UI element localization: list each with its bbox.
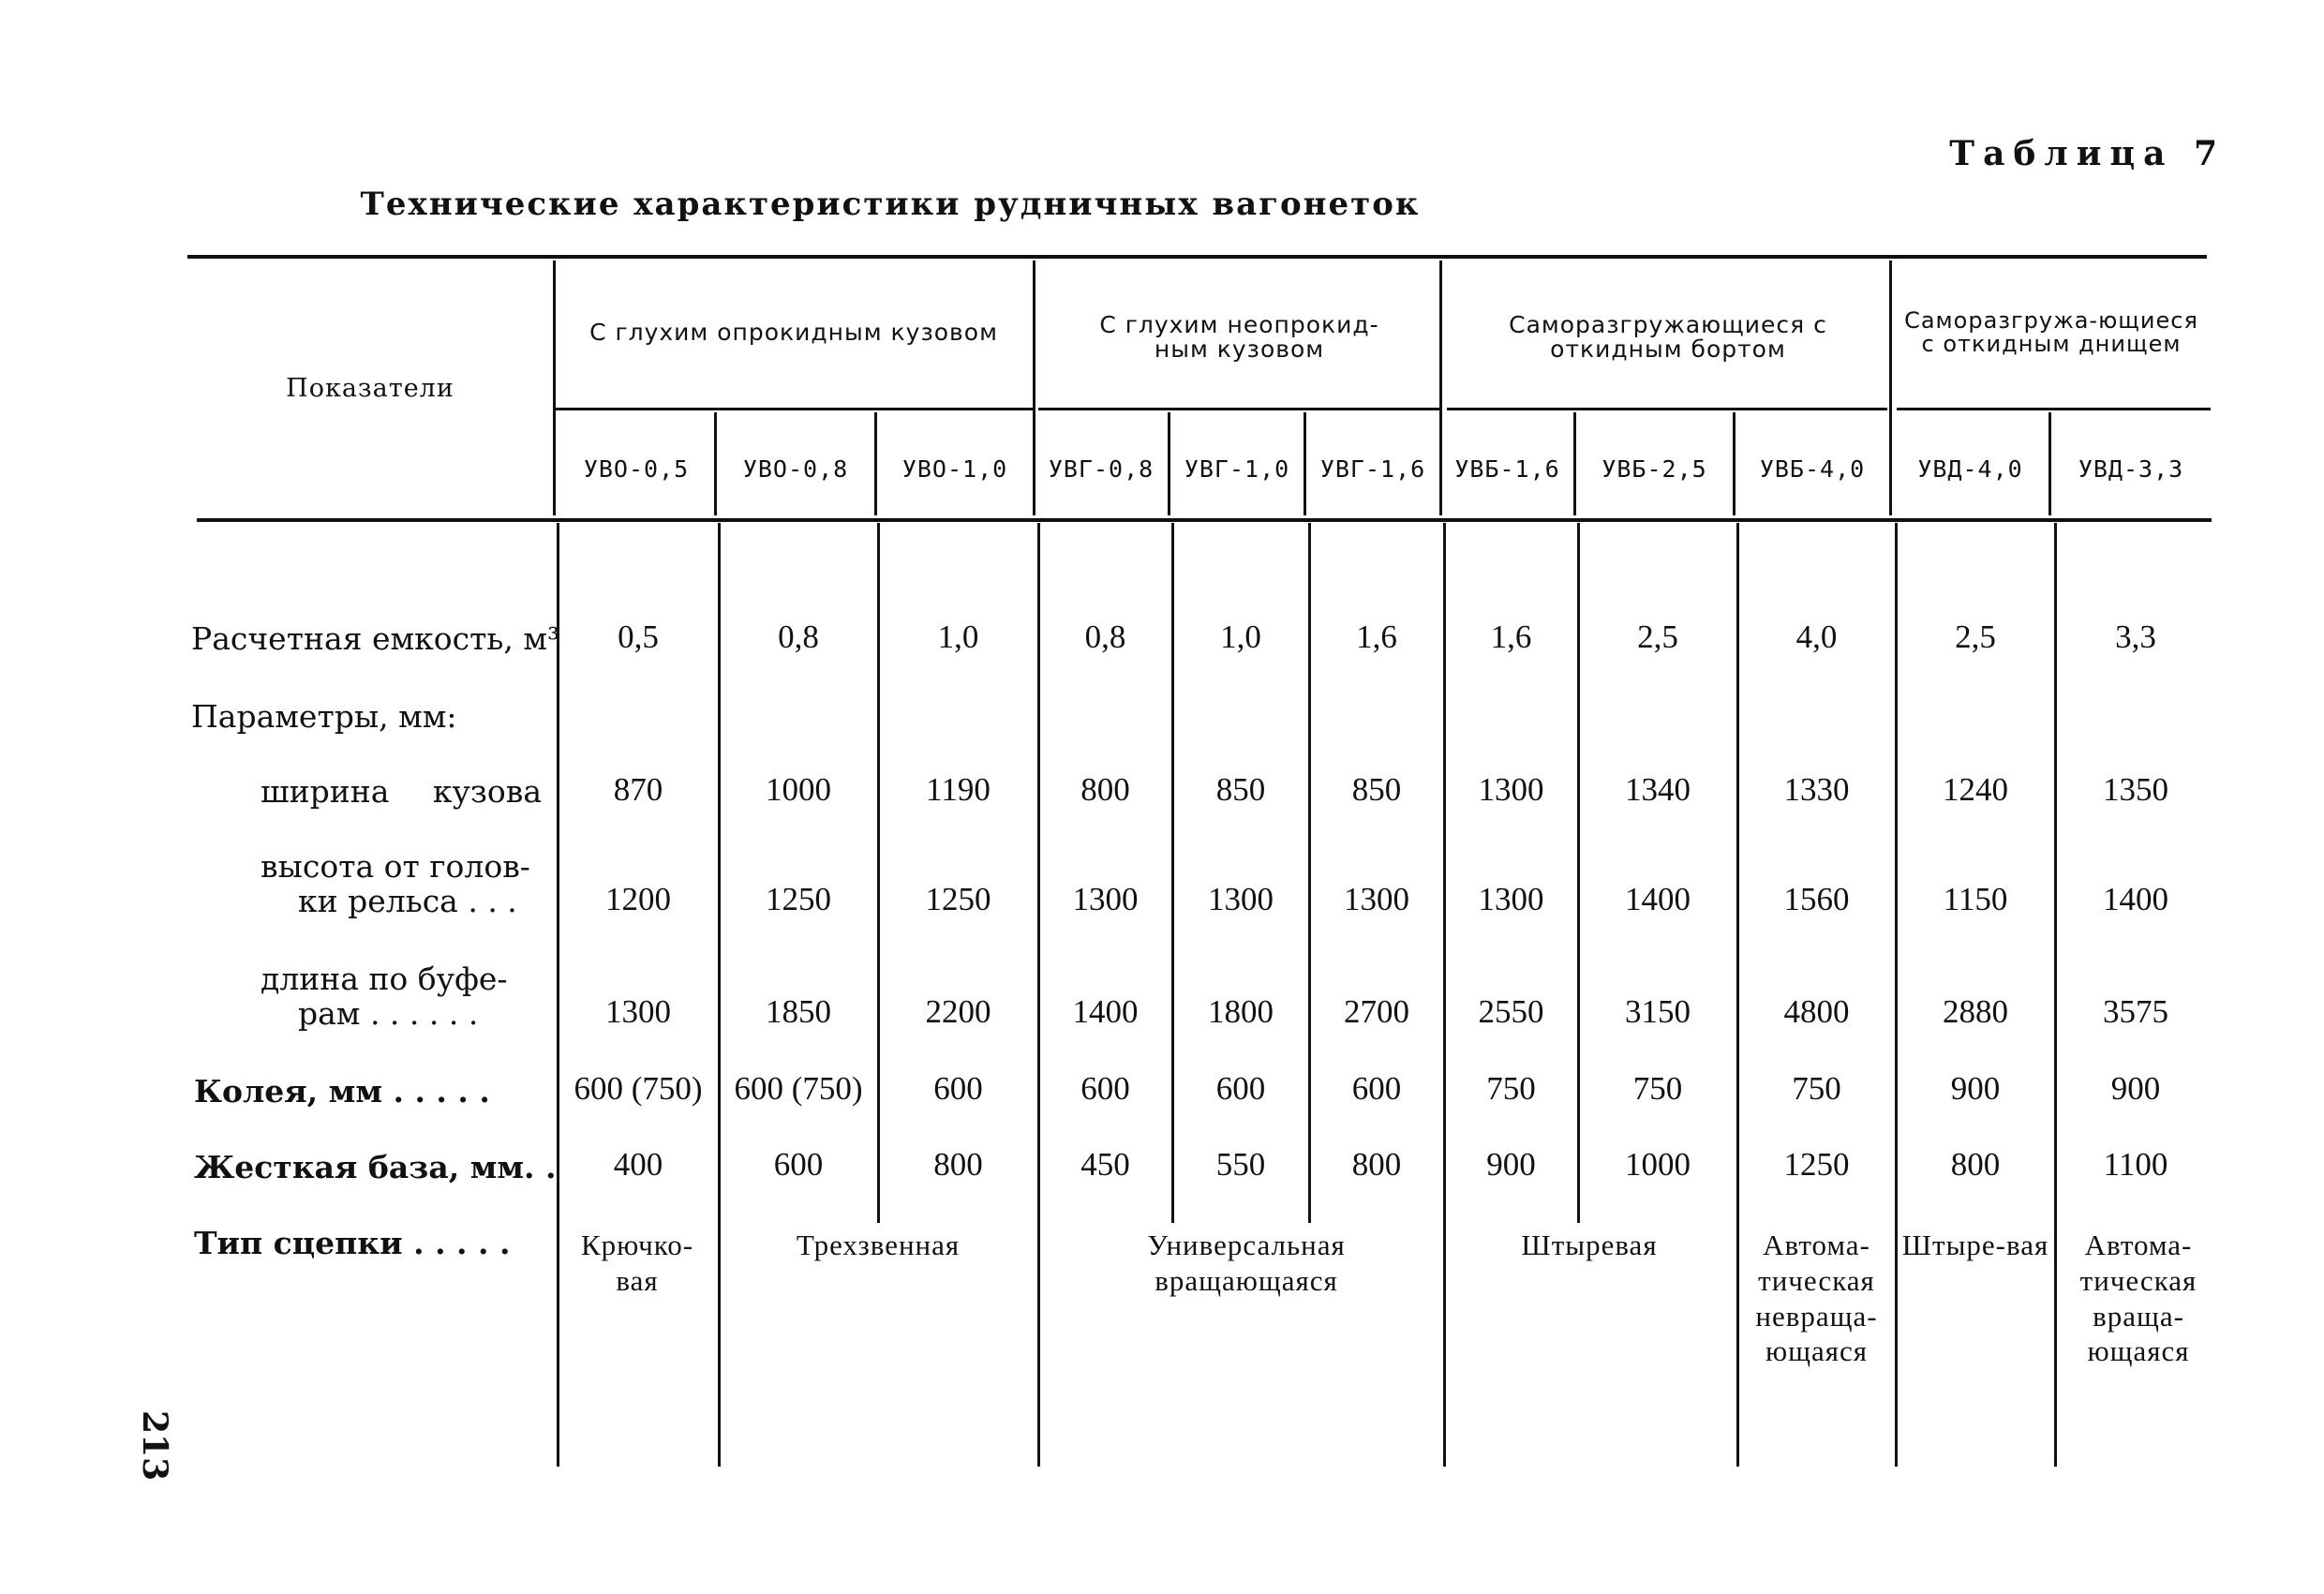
coupling-hook: Крючко-вая	[580, 1229, 694, 1297]
table-label: Таблица 7	[1949, 134, 2226, 173]
cell-length: 1850	[766, 993, 831, 1030]
model-code: УВО-1,0	[901, 454, 1008, 483]
row-label-height-line2: ки рельса . . .	[298, 883, 517, 919]
cell-width: 1300	[1478, 771, 1544, 808]
group-divider-3	[1447, 408, 1887, 410]
cell-length: 3150	[1625, 993, 1691, 1030]
cell-capacity: 1,0	[1220, 618, 1261, 655]
row-label-length-line1: длина по буфе-	[261, 961, 508, 997]
model-code: УВД-4,0	[1917, 454, 2023, 483]
cell-width: 1240	[1943, 771, 2008, 808]
cell-capacity: 1,6	[1356, 618, 1397, 655]
cell-gauge: 600	[1351, 1070, 1402, 1107]
cell-length: 1300	[605, 993, 671, 1030]
row-label-params: Параметры, мм:	[191, 698, 457, 735]
cell-width: 850	[1351, 771, 1402, 808]
coupling-universal-rotating: Универсальная вращающаяся	[1147, 1229, 1346, 1297]
cell-width: 1000	[766, 771, 831, 808]
cell-width: 870	[613, 771, 663, 808]
coupling-pin-2: Штыре-вая	[1901, 1229, 2049, 1261]
cell-wheelbase: 800	[1351, 1146, 1402, 1183]
cell-wheelbase: 1000	[1625, 1146, 1691, 1183]
cell-height: 1400	[2103, 881, 2168, 917]
model-code: УВБ-2,5	[1601, 454, 1707, 483]
row-label-length-line2: рам . . . . . .	[298, 995, 479, 1032]
model-code: УВГ-1,0	[1184, 454, 1290, 483]
group-header-side-discharge: Саморазгружающиеся с откидным бортом	[1509, 310, 1827, 363]
vline-h-1	[714, 412, 717, 515]
cell-gauge: 600 (750)	[734, 1070, 863, 1107]
cell-height: 1560	[1783, 881, 1850, 917]
cell-height: 1250	[766, 881, 831, 917]
cell-width: 1330	[1783, 771, 1850, 808]
cell-gauge: 750	[1792, 1070, 1841, 1107]
group-header-non-tipping: С глухим неопрокид-ным кузовом	[1099, 310, 1379, 363]
cell-height: 1300	[1208, 881, 1274, 917]
coupling-pin: Штыревая	[1521, 1229, 1658, 1261]
cell-wheelbase: 1100	[2103, 1146, 2168, 1183]
cell-wheelbase: 550	[1215, 1146, 1266, 1183]
cell-length: 2550	[1478, 993, 1544, 1030]
cell-gauge: 900	[2110, 1070, 2161, 1107]
cell-length: 1800	[1208, 993, 1274, 1030]
coupling-auto-nonrotating: Автома-тическая невраща-ющаяся	[1755, 1229, 1878, 1368]
table-title: Технические характеристики рудничных вагонеток	[360, 186, 1421, 223]
cell-capacity: 0,8	[1084, 618, 1126, 655]
cell-height: 1150	[1943, 881, 2008, 917]
cell-wheelbase: 1250	[1783, 1146, 1850, 1183]
cell-gauge: 600	[1080, 1070, 1130, 1107]
group-divider-1	[555, 408, 1033, 410]
group-header-tipping: С глухим опрокидным кузовом	[589, 318, 998, 346]
header-bottom-rule	[197, 518, 2212, 522]
model-code: УВГ-0,8	[1048, 454, 1155, 483]
cell-length: 3575	[2103, 993, 2168, 1030]
cell-capacity: 3,3	[2115, 618, 2156, 655]
cell-height: 1400	[1625, 881, 1691, 917]
cell-wheelbase: 450	[1080, 1146, 1130, 1183]
cell-length: 2700	[1344, 993, 1409, 1030]
cell-wheelbase: 600	[773, 1146, 824, 1183]
cell-height: 1300	[1478, 881, 1544, 917]
group-header-bottom-discharge: Саморазгружа-ющиеся с откидным днищем	[1904, 306, 2198, 357]
cell-capacity: 0,8	[778, 618, 819, 655]
cell-capacity: 2,5	[1637, 618, 1678, 655]
cell-height: 1300	[1344, 881, 1409, 917]
cell-gauge: 600	[933, 1070, 983, 1107]
cell-width: 1190	[926, 771, 991, 808]
model-code: УВБ-4,0	[1759, 454, 1866, 483]
cell-gauge: 900	[1950, 1070, 2001, 1107]
cell-width: 850	[1215, 771, 1266, 808]
row-label-coupling: Тип сцепки . . . . .	[194, 1225, 511, 1261]
indicators-header: Показатели	[286, 373, 454, 403]
coupling-three-link: Трехзвенная	[796, 1229, 961, 1261]
model-code: УВГ-1,6	[1319, 454, 1426, 483]
cell-height: 1200	[605, 881, 671, 917]
cell-height: 1300	[1072, 881, 1139, 917]
cell-capacity: 0,5	[618, 618, 659, 655]
cell-width: 1340	[1625, 771, 1691, 808]
group-divider-2	[1038, 408, 1439, 410]
row-label-width: ширина кузова	[261, 773, 542, 810]
row-label-gauge: Колея, мм . . . . .	[194, 1073, 490, 1110]
model-code: УВО-0,5	[583, 454, 690, 483]
cell-height: 1250	[925, 881, 991, 917]
cell-wheelbase: 900	[1486, 1146, 1536, 1183]
cell-capacity: 1,0	[937, 618, 979, 655]
group-divider-4	[1897, 408, 2211, 410]
cell-length: 1400	[1072, 993, 1139, 1030]
cell-capacity: 1,6	[1490, 618, 1532, 655]
cell-length: 2200	[925, 993, 991, 1030]
cell-wheelbase: 800	[933, 1146, 983, 1183]
cell-length: 4800	[1783, 993, 1850, 1030]
cell-capacity: 4,0	[1795, 618, 1838, 655]
cell-width: 1350	[2103, 771, 2168, 808]
cell-gauge: 600 (750)	[574, 1070, 703, 1107]
model-code: УВБ-1,6	[1454, 454, 1560, 483]
cell-capacity: 2,5	[1955, 618, 1996, 655]
model-code: УВД-3,3	[2078, 454, 2184, 483]
model-code: УВО-0,8	[742, 454, 849, 483]
cell-wheelbase: 400	[613, 1146, 663, 1183]
row-label-capacity: Расчетная емкость, м³	[191, 620, 560, 657]
vline-h-0	[553, 261, 556, 515]
cell-gauge: 750	[1486, 1070, 1536, 1107]
cell-wheelbase: 800	[1950, 1146, 2001, 1183]
cell-gauge: 600	[1215, 1070, 1266, 1107]
cell-length: 2880	[1943, 993, 2008, 1030]
top-rule	[187, 255, 2207, 259]
cell-gauge: 750	[1632, 1070, 1683, 1107]
page-number: 213	[135, 1410, 174, 1482]
coupling-auto-rotating: Автома-тическая враща-ющаяся	[2079, 1229, 2197, 1368]
row-label-wheelbase: Жесткая база, мм. .	[194, 1149, 557, 1185]
row-label-height-line1: высота от голов-	[261, 848, 530, 885]
cell-width: 800	[1080, 771, 1130, 808]
